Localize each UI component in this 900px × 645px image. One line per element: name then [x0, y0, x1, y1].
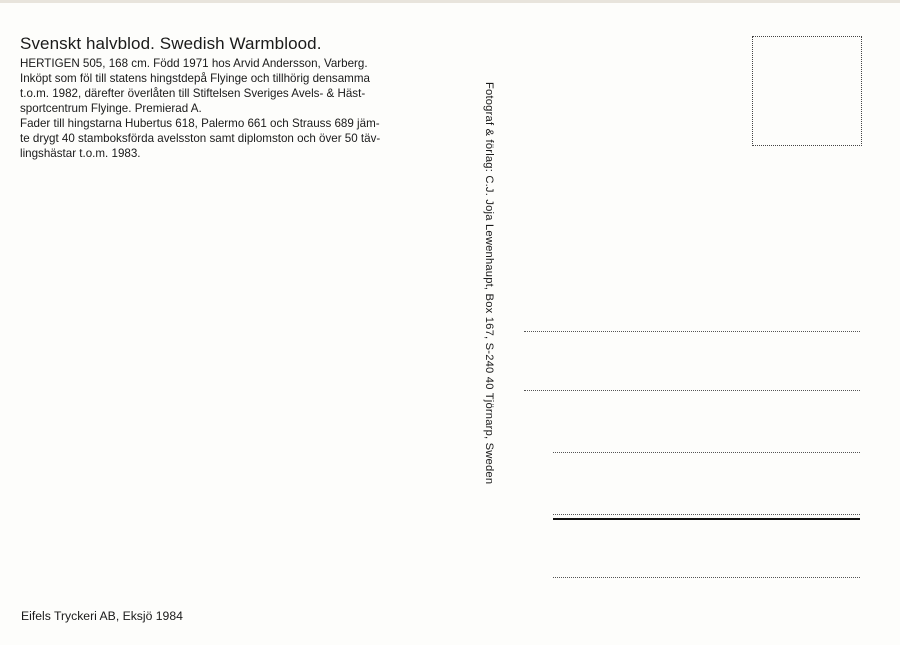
publisher-credit: Fotograf & förlag: C.J. Joja Lewenhaupt, Box 167, S-240 40 Tjörnarp, Sweden: [483, 82, 495, 485]
card-top-edge: [0, 0, 900, 3]
address-line: [553, 577, 860, 578]
address-line-solid: [553, 518, 860, 520]
description-line: HERTIGEN 505, 168 cm. Född 1971 hos Arvid Andersson, Varberg.: [20, 57, 368, 70]
card-title: Svenskt halvblod. Swedish Warmblood.: [20, 34, 322, 53]
description-line: Inköpt som föl till statens hingstdepå Flyinge och tillhörig densamma: [20, 72, 370, 85]
address-line: [524, 331, 860, 332]
address-line: [553, 452, 860, 453]
card-description: [20, 56, 440, 161]
description-line: lingshästar t.o.m. 1983.: [20, 147, 141, 160]
address-line: [524, 390, 860, 391]
printer-credit: Eifels Tryckeri AB, Eksjö 1984: [21, 609, 183, 623]
description-line: Fader till hingstarna Hubertus 618, Palermo 661 och Strauss 689 jäm-: [20, 117, 380, 130]
description-line: te drygt 40 stamboksförda avelsston samt diplomston och över 50 täv-: [20, 132, 381, 145]
description-line: t.o.m. 1982, därefter överlåten till Stiftelsen Sveriges Avels- & Häst-: [20, 87, 366, 100]
stamp-box: [752, 36, 862, 146]
description-line: sportcentrum Flyinge. Premierad A.: [20, 102, 202, 115]
address-line: [553, 514, 860, 515]
